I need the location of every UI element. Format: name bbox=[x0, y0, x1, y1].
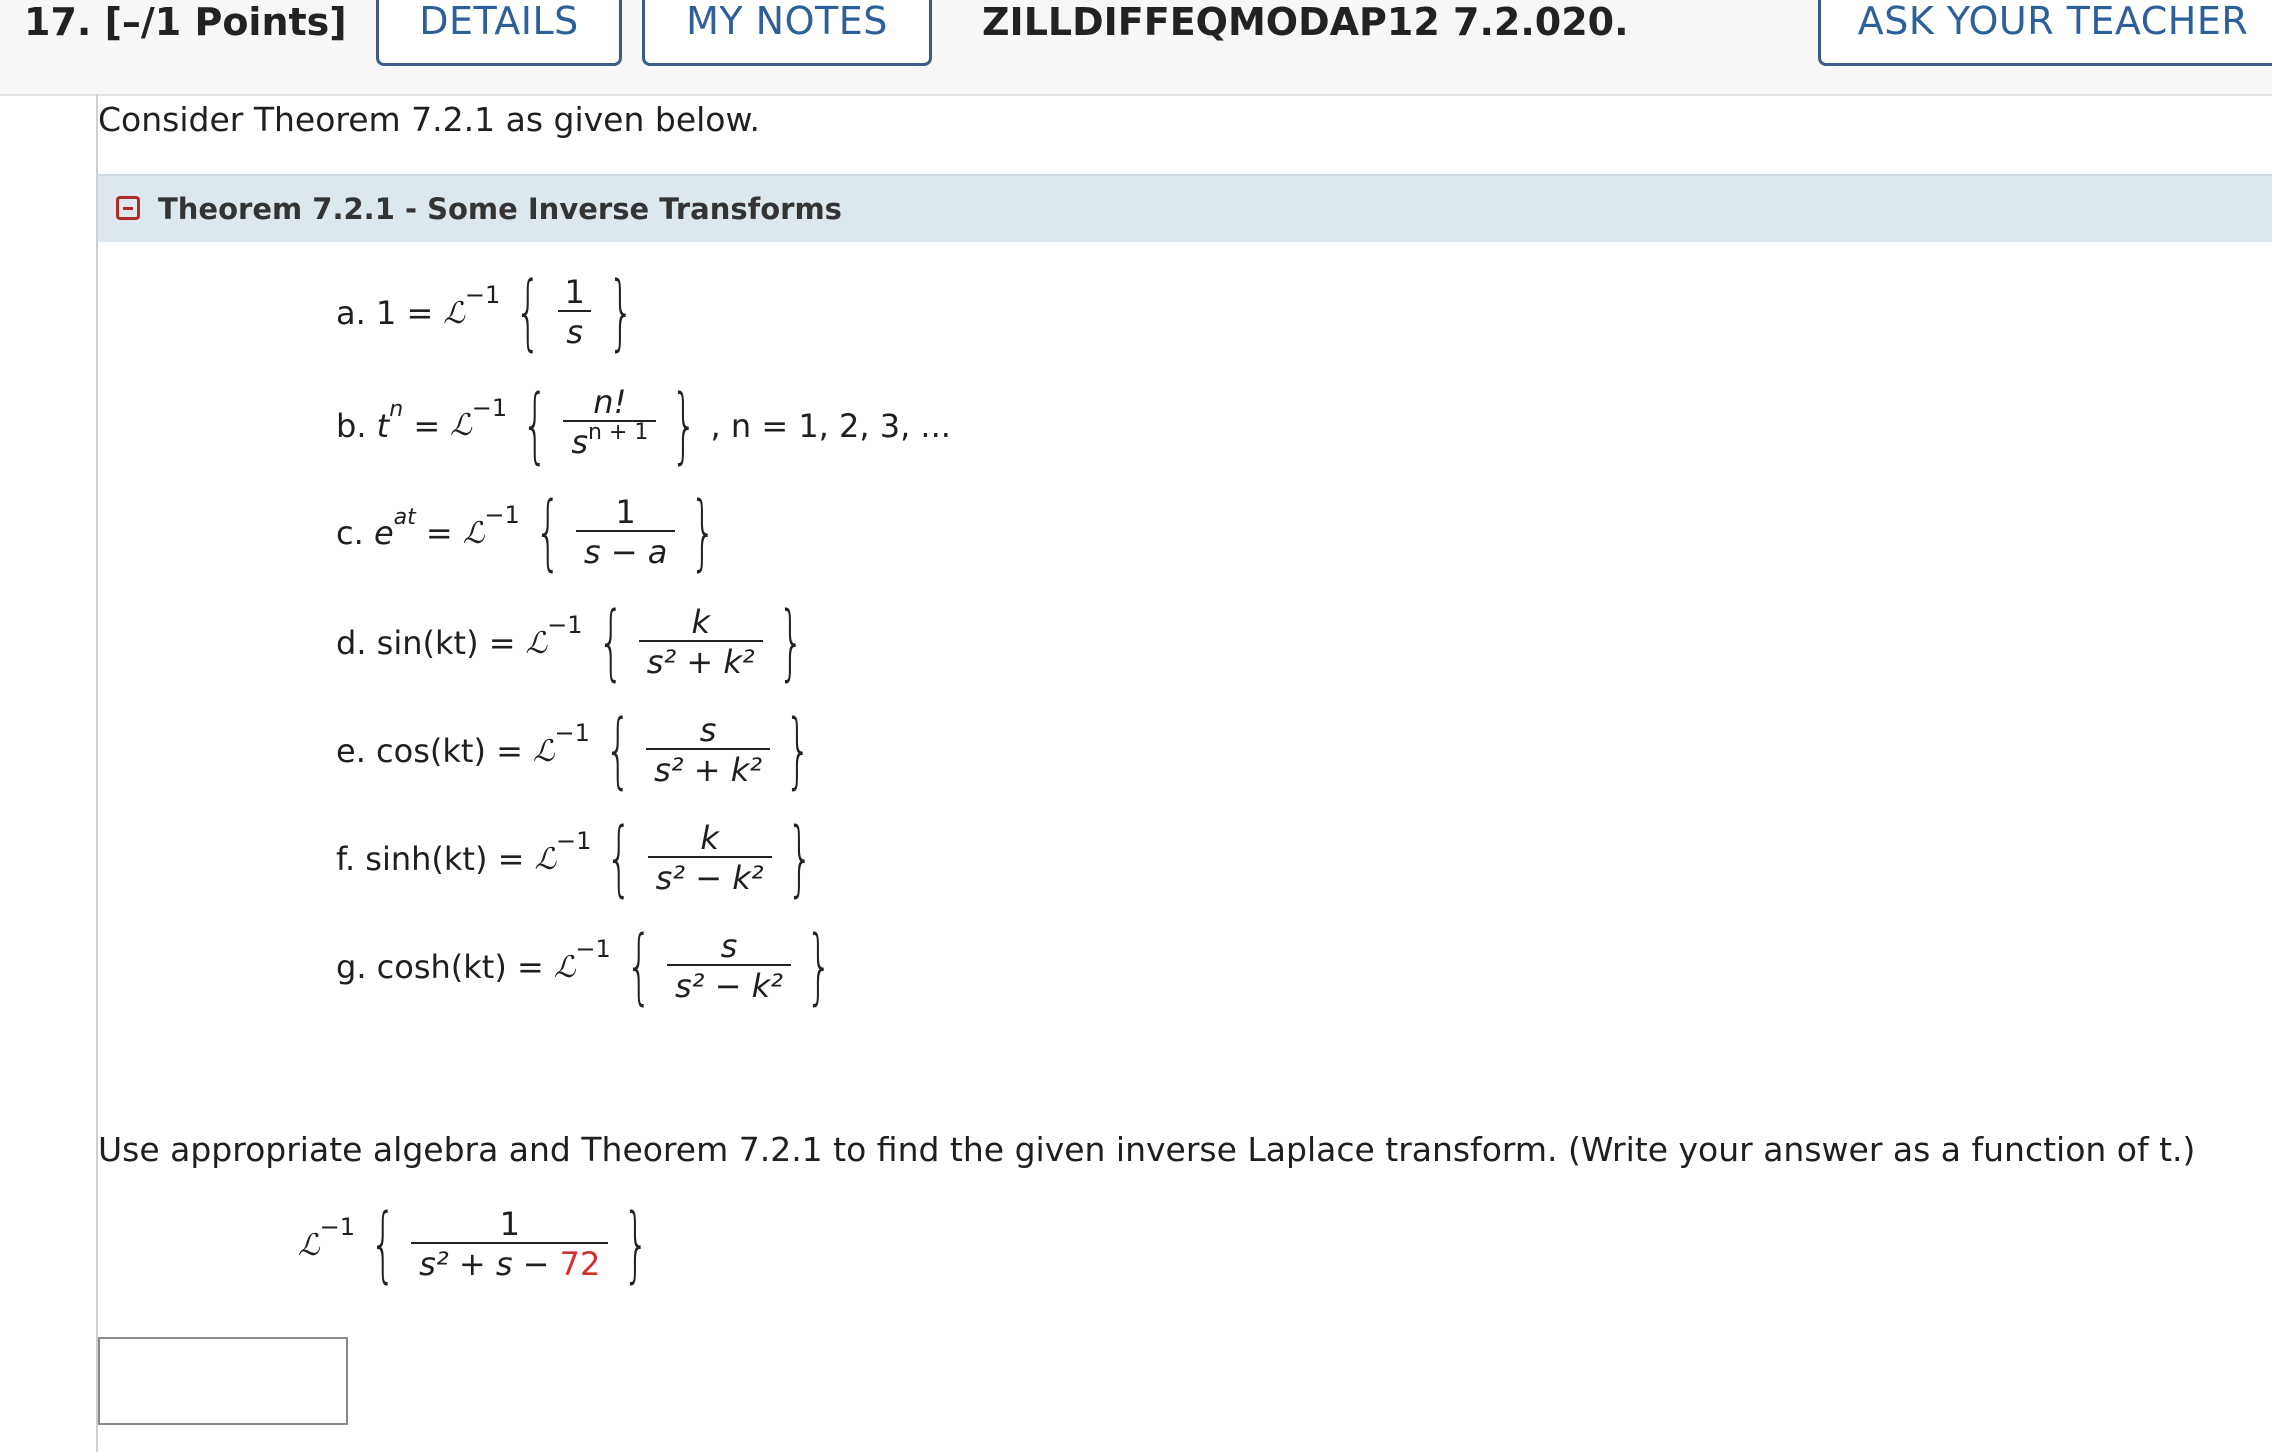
row-label: c. bbox=[336, 514, 364, 552]
denominator-base: s bbox=[571, 423, 588, 461]
row-lhs: cosh(kt) bbox=[376, 948, 507, 986]
row-label: e. bbox=[336, 732, 366, 770]
equals-sign: = bbox=[517, 948, 544, 986]
question-code: ZILLDIFFEQMODAP12 7.2.020. bbox=[982, 0, 1629, 44]
inverse-superscript: −1 bbox=[471, 393, 508, 422]
numerator: k bbox=[700, 819, 719, 857]
denominator-terms: s² + s − bbox=[419, 1245, 560, 1283]
right-brace: } bbox=[623, 1197, 650, 1292]
numerator: n! bbox=[593, 383, 627, 421]
right-brace: } bbox=[806, 919, 833, 1014]
theorem-title: Theorem 7.2.1 - Some Inverse Transforms bbox=[158, 192, 842, 226]
points-label: [–/1 Points] bbox=[104, 0, 347, 44]
numerator: 1 bbox=[564, 273, 585, 311]
left-rule bbox=[96, 94, 98, 1452]
equals-sign: = bbox=[413, 406, 441, 445]
numerator: k bbox=[691, 603, 710, 641]
row-lhs-exponent: n bbox=[389, 397, 404, 422]
fraction bbox=[639, 604, 763, 682]
denominator-constant: 72 bbox=[559, 1245, 601, 1283]
inverse-superscript: −1 bbox=[484, 501, 520, 529]
theorem-row-e bbox=[336, 703, 824, 798]
row-lhs: sin(kt) bbox=[376, 624, 479, 662]
ask-teacher-button[interactable]: ASK YOUR TEACHER bbox=[1818, 0, 2272, 66]
laplace-operator: ℒ bbox=[534, 841, 557, 877]
fraction bbox=[646, 712, 770, 790]
row-label: b. bbox=[336, 406, 367, 445]
numerator: s bbox=[699, 711, 717, 749]
denominator bbox=[411, 1242, 608, 1284]
fraction bbox=[556, 274, 592, 352]
laplace-operator: ℒ bbox=[462, 515, 485, 551]
inverse-superscript: −1 bbox=[575, 935, 611, 963]
left-brace: { bbox=[522, 377, 549, 473]
row-lhs: sinh(kt) bbox=[365, 840, 488, 878]
row-label: d. bbox=[336, 624, 367, 662]
row-lhs: cos(kt) bbox=[376, 732, 486, 770]
left-brace: { bbox=[604, 703, 632, 798]
right-brace: } bbox=[690, 485, 717, 580]
theorem-row-f bbox=[336, 811, 826, 906]
theorem-row-a bbox=[336, 265, 647, 360]
laplace-operator: ℒ bbox=[553, 949, 576, 985]
row-lhs: 1 bbox=[375, 294, 397, 332]
answer-input[interactable] bbox=[98, 1337, 348, 1425]
theorem-row-g bbox=[336, 919, 845, 1014]
numerator: 1 bbox=[615, 493, 636, 531]
row-tail: , n = 1, 2, 3, ... bbox=[710, 406, 951, 445]
inverse-superscript: −1 bbox=[464, 281, 501, 309]
row-label: f. bbox=[336, 840, 356, 878]
row-lhs-exponent: at bbox=[393, 504, 416, 530]
right-brace: } bbox=[671, 377, 698, 473]
details-button[interactable]: DETAILS bbox=[376, 0, 622, 66]
question-header bbox=[0, 0, 2272, 96]
left-brace: { bbox=[606, 811, 633, 906]
row-label: a. bbox=[336, 294, 366, 332]
numerator: s bbox=[720, 927, 738, 965]
fraction bbox=[667, 928, 791, 1006]
theorem-row-b bbox=[336, 377, 951, 473]
instruction-text: Use appropriate algebra and Theorem 7.2.1 to find the given inverse Laplace transform. (Write your answer as a function of t.) bbox=[98, 1130, 2196, 1169]
theorem-row-d bbox=[336, 595, 817, 690]
fraction bbox=[576, 494, 675, 572]
right-brace: } bbox=[607, 265, 634, 360]
numerator: 1 bbox=[499, 1205, 520, 1243]
denominator: s² + k² bbox=[646, 748, 770, 790]
right-brace: } bbox=[785, 703, 812, 798]
fraction bbox=[411, 1206, 608, 1284]
fraction bbox=[563, 384, 656, 467]
laplace-operator: ℒ bbox=[450, 408, 472, 443]
right-brace: } bbox=[786, 811, 813, 906]
left-brace: { bbox=[625, 919, 652, 1014]
left-brace: { bbox=[597, 595, 624, 690]
denominator bbox=[563, 420, 656, 467]
row-lhs: e bbox=[373, 514, 394, 552]
laplace-operator: ℒ bbox=[298, 1227, 320, 1263]
right-brace: } bbox=[777, 595, 804, 690]
equals-sign: = bbox=[496, 732, 523, 770]
denominator: s² + k² bbox=[639, 640, 763, 682]
laplace-operator: ℒ bbox=[532, 733, 555, 769]
laplace-operator: ℒ bbox=[525, 625, 548, 661]
collapse-icon[interactable] bbox=[116, 196, 140, 220]
denominator: s bbox=[558, 310, 591, 352]
denominator: s − a bbox=[576, 530, 675, 572]
inverse-superscript: −1 bbox=[319, 1213, 355, 1241]
question-points bbox=[24, 0, 347, 44]
equals-sign: = bbox=[497, 840, 525, 878]
problem-expression bbox=[288, 1197, 663, 1292]
equals-sign: = bbox=[425, 514, 453, 552]
my-notes-button[interactable]: MY NOTES bbox=[642, 0, 932, 66]
laplace-operator: ℒ bbox=[443, 295, 465, 331]
left-brace: { bbox=[370, 1197, 397, 1292]
equals-sign: = bbox=[406, 294, 434, 332]
theorem-header[interactable] bbox=[98, 174, 2272, 242]
inverse-superscript: −1 bbox=[547, 611, 583, 639]
theorem-row-c bbox=[336, 485, 730, 580]
denominator-exponent: n + 1 bbox=[587, 420, 649, 445]
question-number: 17. bbox=[24, 0, 92, 44]
left-brace: { bbox=[534, 485, 561, 580]
inverse-superscript: −1 bbox=[556, 827, 592, 855]
row-label: g. bbox=[336, 948, 367, 986]
equals-sign: = bbox=[488, 624, 516, 662]
left-brace: { bbox=[515, 265, 542, 360]
intro-text: Consider Theorem 7.2.1 as given below. bbox=[98, 100, 760, 139]
denominator: s² − k² bbox=[648, 856, 772, 898]
denominator: s² − k² bbox=[667, 964, 791, 1006]
fraction bbox=[648, 820, 772, 898]
inverse-superscript: −1 bbox=[554, 719, 590, 747]
row-lhs: t bbox=[376, 406, 390, 445]
